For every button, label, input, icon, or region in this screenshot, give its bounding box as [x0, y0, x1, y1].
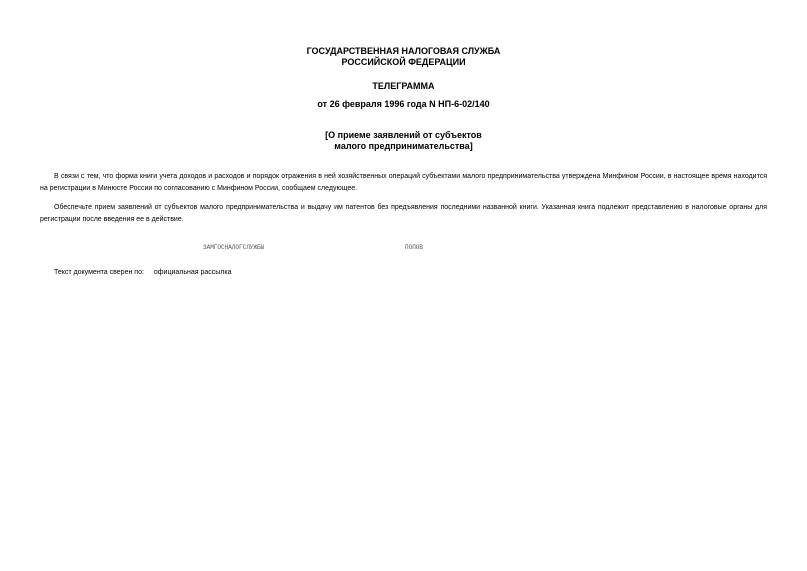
document-type: ТЕЛЕГРАММА [372, 81, 435, 91]
agency-name-line1: ГОСУДАРСТВЕННАЯ НАЛОГОВАЯ СЛУЖБА [306, 46, 501, 56]
body-paragraph-2: Обеспечьте прием заявлений от субъектов малого предпринимательства и выдачу им патентов без предъявления последними названной книги. Указанная книга подлежит представлению в налоговые органы для регистрации после введения ее в действие. [40, 204, 767, 223]
signature-name: ПОПОВ [405, 244, 424, 251]
body-paragraph-1: В связи с тем, что форма книги учета доходов и расходов и порядок отражения в ней хозяйственных операций субъектами малого предпринимательства утверждена Минфином России, в настоящее время находится на регистрации в Минюсте России по согласованию с Минфином России, сообщаем следующее. [40, 173, 767, 192]
document-date-number: от 26 февраля 1996 года N НП-6-02/140 [317, 99, 490, 109]
signature-position: ЗАМГОСНАЛОГСЛУЖБЫ [203, 244, 265, 251]
agency-name-line2: РОССИЙСКОЙ ФЕДЕРАЦИИ [341, 57, 466, 67]
verification-label: Текст документа сверен по: [54, 269, 144, 276]
document-subject-line2: малого предпринимательства] [334, 141, 473, 151]
verification-source: официальная рассылка [153, 269, 232, 276]
document-subject-line1: [О приеме заявлений от субъектов [325, 130, 482, 140]
verification-note [54, 268, 232, 278]
